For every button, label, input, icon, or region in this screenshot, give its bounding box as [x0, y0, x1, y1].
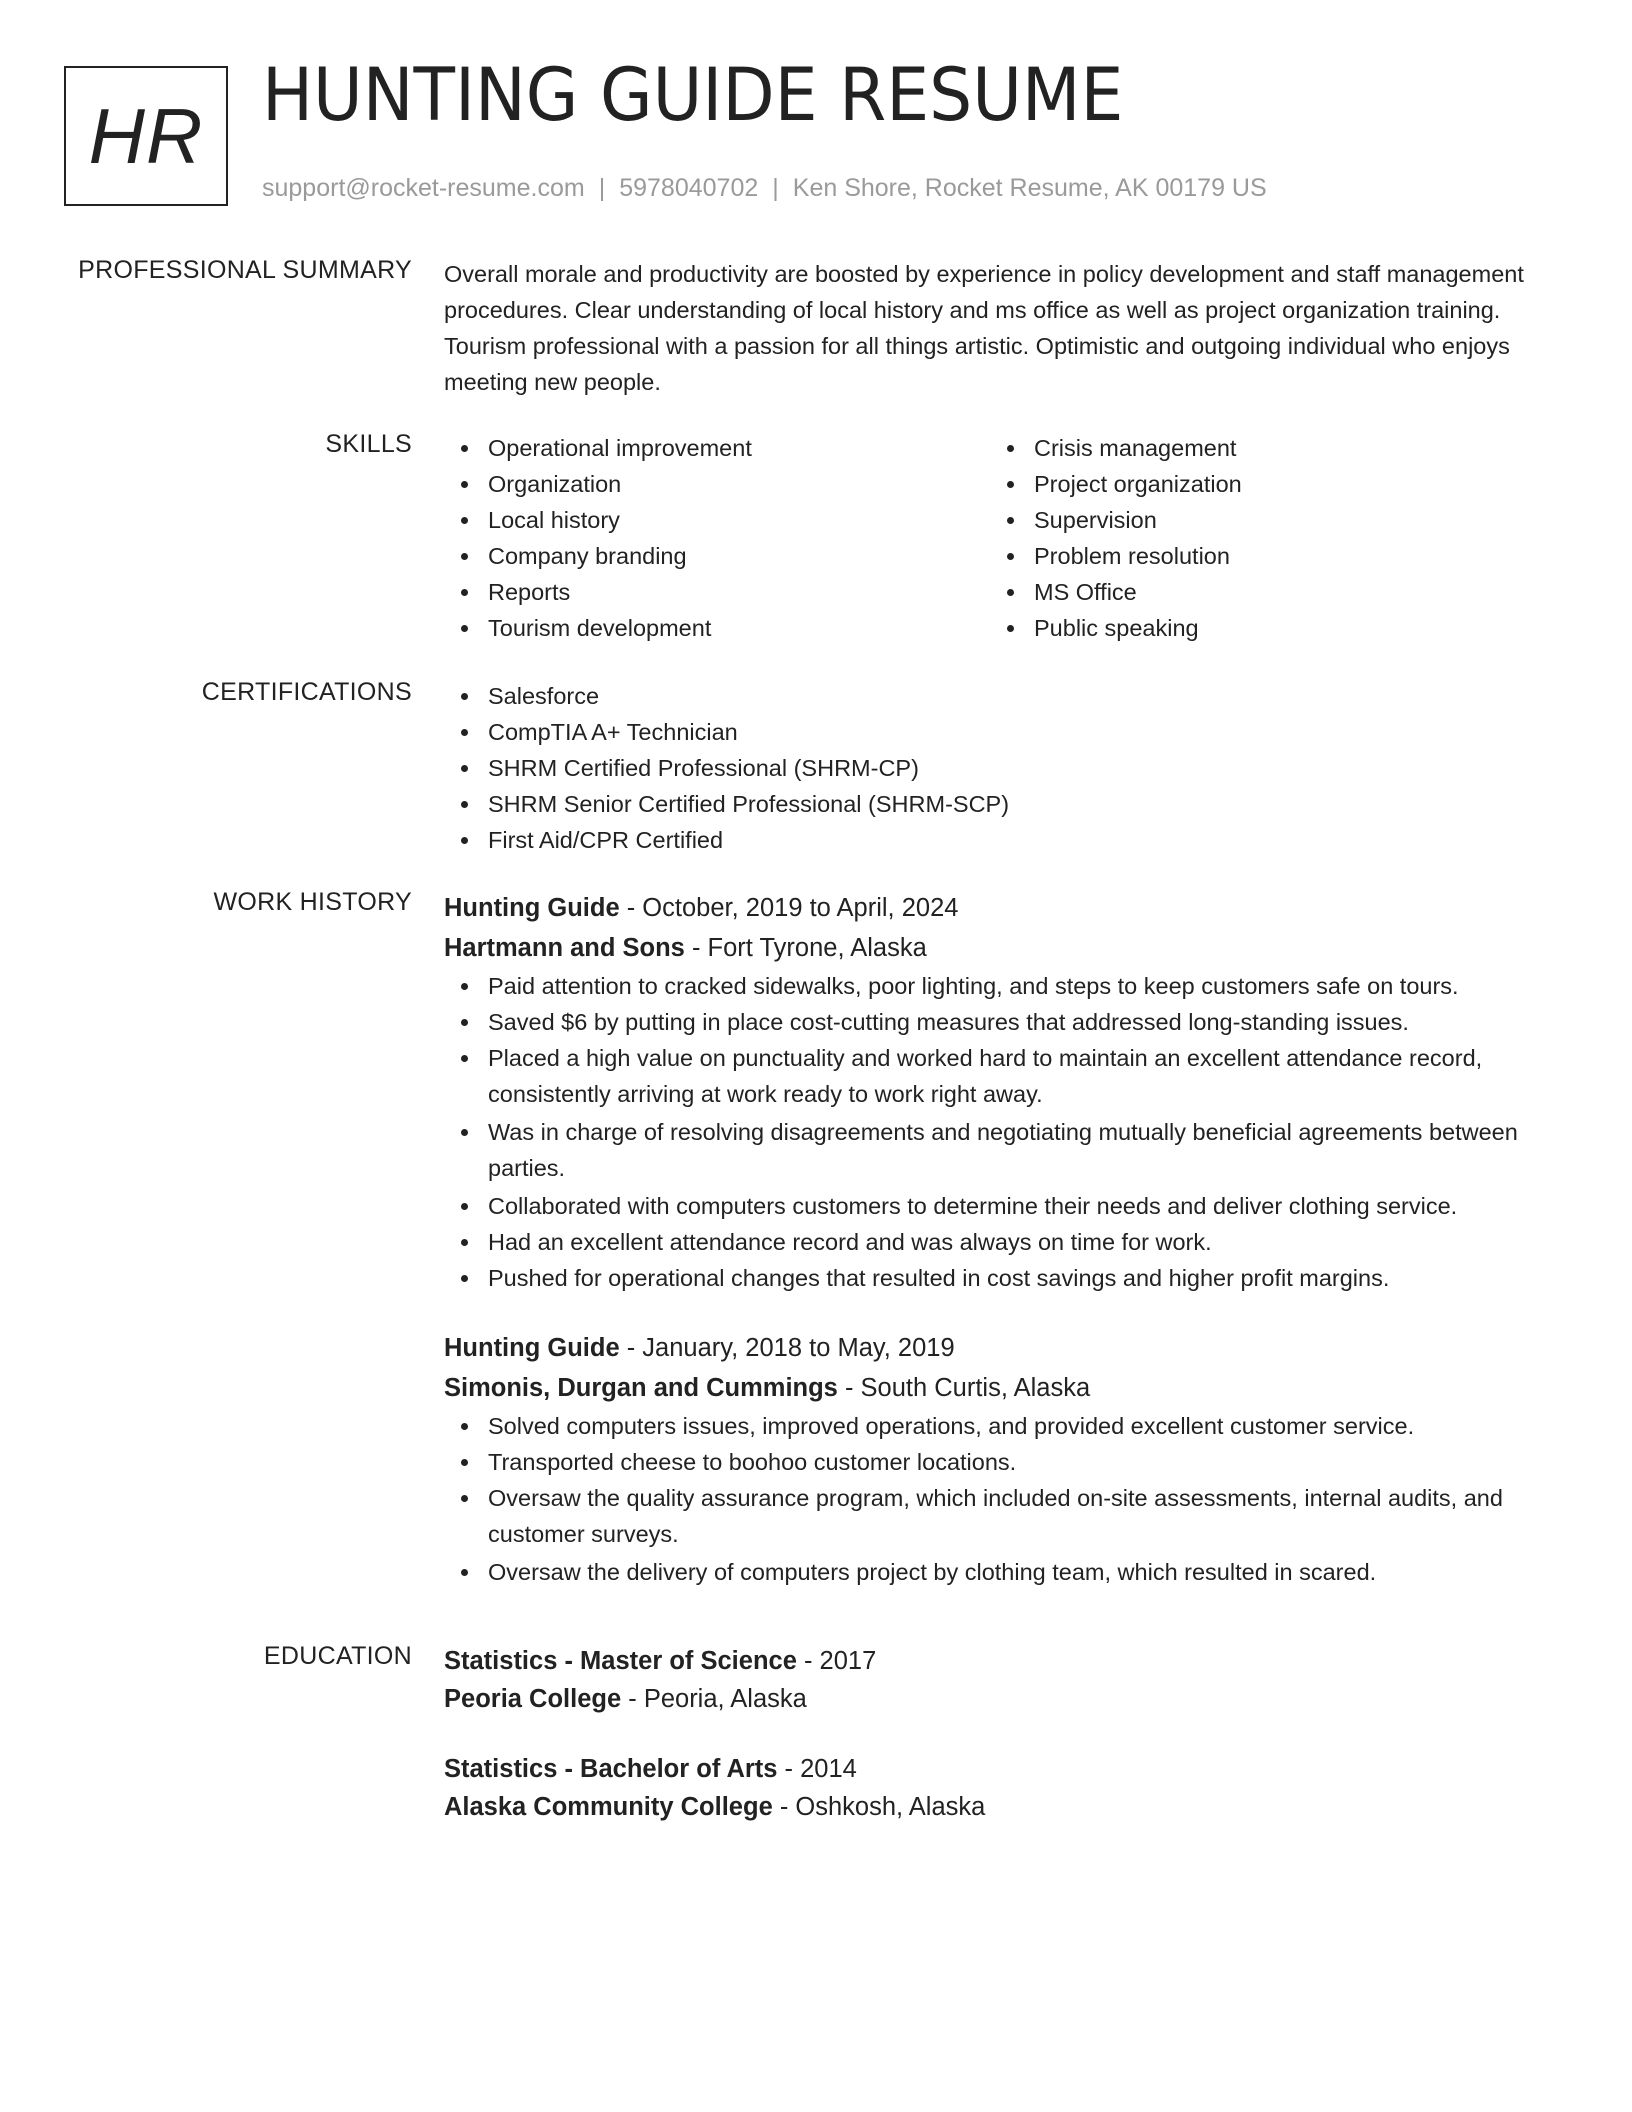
summary-heading: PROFESSIONAL SUMMARY [78, 256, 412, 284]
skills-list-right [990, 430, 1530, 646]
job-duty: Had an excellent attendance record and was always on time for work. [444, 1224, 1564, 1260]
certifications-heading: CERTIFICATIONS [201, 678, 412, 706]
contact-phone[interactable]: 5978040702 [619, 174, 759, 202]
certifications-body [444, 678, 1564, 858]
job-duty: Was in charge of resolving disagreements and negotiating mutually beneficial agreements between parties. [444, 1114, 1564, 1186]
education-degree-line [444, 1642, 1564, 1680]
contact-separator: | [772, 174, 779, 202]
work-history-body [444, 888, 1564, 1590]
job-duty: Collaborated with computers customers to determine their needs and deliver clothing service. [444, 1188, 1564, 1224]
skills-body [444, 430, 1564, 650]
job-dates: - January, 2018 to May, 2019 [619, 1334, 955, 1362]
job-company: Hartmann and Sons [444, 934, 685, 962]
job-duties-list [444, 968, 1564, 1296]
job-duty: Pushed for operational changes that resulted in cost savings and higher profit margins. [444, 1260, 1564, 1296]
skill-item: Crisis management [990, 430, 1530, 466]
summary-body [444, 256, 1564, 400]
education-degree-line [444, 1750, 1564, 1788]
job-duty: Paid attention to cracked sidewalks, poor lighting, and steps to keep customers safe on tours. [444, 968, 1564, 1004]
job-title: Hunting Guide [444, 894, 620, 922]
contact-separator: | [598, 174, 606, 202]
skills-heading: SKILLS [325, 430, 412, 458]
job-duty: Solved computers issues, improved operations, and provided excellent customer service. [444, 1408, 1564, 1444]
skills-list-left [444, 430, 984, 646]
job-duties-list [444, 1408, 1564, 1590]
skill-item: Company branding [444, 538, 984, 574]
summary-text: Overall morale and productivity are boosted by experience in policy development and staff management procedures. Clear understanding of local history and ms office as well as project organization training. Tourism professional with a passion for all things artistic. Optimistic and outgoing individual who enjoys meeting new people. [444, 261, 1524, 395]
job-title-line [444, 888, 1564, 928]
education-location: - Oshkosh, Alaska [772, 1793, 986, 1821]
monogram-text: HR [88, 91, 204, 180]
job-location: - South Curtis, Alaska [837, 1374, 1091, 1402]
skill-item: Problem resolution [990, 538, 1530, 574]
education-body [444, 1642, 1564, 1826]
education-year: - 2014 [777, 1755, 857, 1783]
work-history-heading: WORK HISTORY [213, 888, 412, 916]
education-entry [444, 1642, 1564, 1718]
job-company-line [444, 1368, 1564, 1408]
education-school: Peoria College [444, 1685, 622, 1713]
job-duty: Oversaw the quality assurance program, which included on-site assessments, internal audits, and customer surveys. [444, 1480, 1564, 1552]
skill-item: Local history [444, 502, 984, 538]
education-school-line [444, 1680, 1564, 1718]
monogram-box [64, 66, 228, 206]
skill-item: Supervision [990, 502, 1530, 538]
job-duty: Oversaw the delivery of computers project by clothing team, which resulted in scared. [444, 1554, 1564, 1590]
certification-item: CompTIA A+ Technician [444, 714, 1564, 750]
skill-item: Operational improvement [444, 430, 984, 466]
certification-item: Salesforce [444, 678, 1564, 714]
skill-item: Organization [444, 466, 984, 502]
education-degree: Statistics - Bachelor of Arts [444, 1755, 778, 1783]
education-degree: Statistics - Master of Science [444, 1647, 797, 1675]
education-heading: EDUCATION [263, 1642, 412, 1670]
education-entry [444, 1750, 1564, 1826]
certifications-list [444, 678, 1564, 858]
job-title: Hunting Guide [444, 1334, 620, 1362]
job-company-line [444, 928, 1564, 968]
job-dates: - October, 2019 to April, 2024 [619, 894, 959, 922]
skill-item: MS Office [990, 574, 1530, 610]
education-year: - 2017 [796, 1647, 877, 1675]
skills-columns [444, 430, 1564, 650]
skill-item: Tourism development [444, 610, 984, 646]
contact-address: Ken Shore, Rocket Resume, AK 00179 US [792, 174, 1267, 202]
job-entry [444, 888, 1564, 1296]
job-entry [444, 1328, 1564, 1590]
skill-item: Reports [444, 574, 984, 610]
resume-title: HUNTING GUIDE RESUME [262, 53, 1124, 138]
certification-item: First Aid/CPR Certified [444, 822, 1564, 858]
education-school-line [444, 1788, 1564, 1826]
education-school: Alaska Community College [444, 1793, 773, 1821]
education-location: - Peoria, Alaska [621, 1685, 807, 1713]
job-title-line [444, 1328, 1564, 1368]
job-duty: Placed a high value on punctuality and worked hard to maintain an excellent attendance record, consistently arriving at work ready to work right away. [444, 1040, 1564, 1112]
skill-item: Project organization [990, 466, 1530, 502]
job-company: Simonis, Durgan and Cummings [444, 1374, 838, 1402]
job-duty: Saved $6 by putting in place cost-cutting measures that addressed long-standing issues. [444, 1004, 1564, 1040]
job-location: - Fort Tyrone, Alaska [684, 934, 927, 962]
job-duty: Transported cheese to boohoo customer locations. [444, 1444, 1564, 1480]
contact-line [262, 174, 1267, 203]
certification-item: SHRM Senior Certified Professional (SHRM-SCP) [444, 786, 1564, 822]
contact-email[interactable]: support@rocket-resume.com [262, 174, 585, 202]
certification-item: SHRM Certified Professional (SHRM-CP) [444, 750, 1564, 786]
skill-item: Public speaking [990, 610, 1530, 646]
